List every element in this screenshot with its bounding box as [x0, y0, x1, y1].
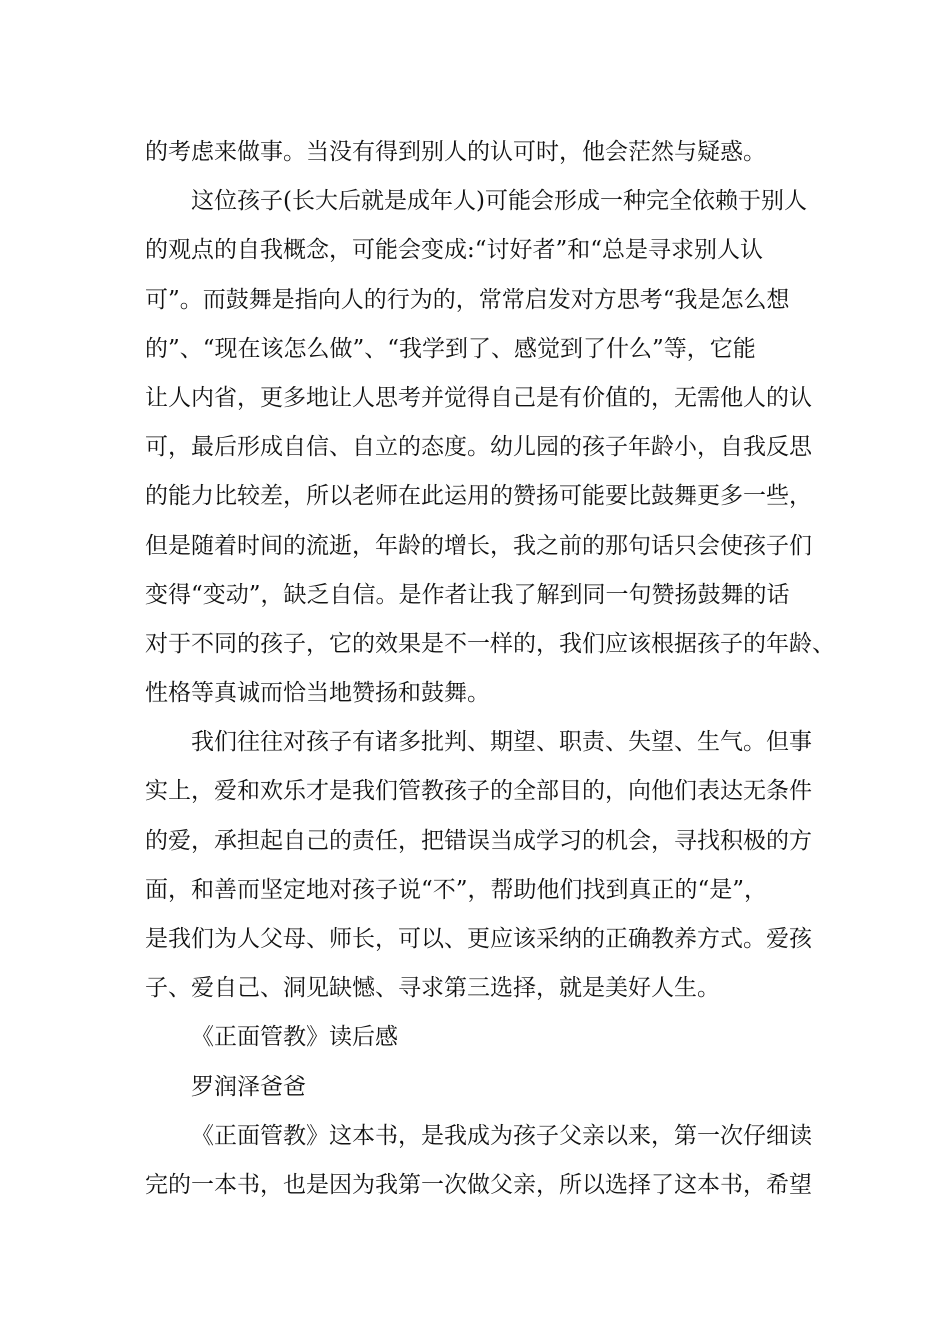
- text-line: 这位孩子(长大后就是成年人)可能会形成一种完全依赖于别人: [191, 188, 807, 215]
- author-line: 罗润泽爸爸: [191, 1073, 306, 1100]
- text-line: 《正面管教》这本书，是我成为孩子父亲以来，第一次仔细读: [191, 1122, 812, 1149]
- text-line: 是我们为人父母、师长，可以、更应该采纳的正确教养方式。爱孩: [145, 926, 812, 952]
- text-line: 面，和善而坚定地对孩子说“不”，帮助他们找到真正的“是”，: [145, 876, 768, 903]
- text-line: 可”。而鼓舞是指向人的行为的，常常启发对方思考“我是怎么想: [145, 286, 790, 313]
- text-line: 变得“变动”，缺乏自信。是作者让我了解到同一句赞扬鼓舞的话: [145, 581, 790, 608]
- text-line: 可，最后形成自信、自立的态度。幼儿园的孩子年龄小，自我反思: [145, 434, 812, 461]
- text-line: 的爱，承担起自己的责任，把错误当成学习的机会，寻找积极的方: [145, 827, 812, 854]
- text-line: 但是随着时间的流逝，年龄的增长，我之前的那句话只会使孩子们: [145, 532, 812, 559]
- text-line: 的观点的自我概念，可能会变成:“讨好者”和“总是寻求别人认: [145, 237, 764, 264]
- text-line: 对于不同的孩子，它的效果是不一样的，我们应该根据孩子的年龄、: [145, 630, 835, 657]
- text-line: 性格等真诚而恰当地赞扬和鼓舞。: [145, 680, 490, 707]
- text-line: 子、爱自己、洞见缺憾、寻求第三选择，就是美好人生。: [145, 975, 720, 1002]
- text-line: 实上，爱和欢乐才是我们管教孩子的全部目的，向他们表达无条件: [145, 778, 812, 805]
- text-line: 的考虑来做事。当没有得到别人的认可时，他会茫然与疑惑。: [145, 139, 766, 165]
- text-line: 的能力比较差，所以老师在此运用的赞扬可能要比鼓舞更多一些，: [145, 483, 812, 510]
- text-line: 我们往往对孩子有诸多批判、期望、职责、失望、生气。但事: [191, 729, 812, 756]
- section-title: 《正面管教》读后感: [191, 1024, 398, 1051]
- text-line: 完的一本书，也是因为我第一次做父亲，所以选择了这本书，希望: [145, 1171, 812, 1198]
- text-line: 让人内省，更多地让人思考并觉得自己是有价值的，无需他人的认: [145, 384, 812, 411]
- text-line: 的”、“现在该怎么做”、“我学到了、感觉到了什么”等，它能: [145, 335, 756, 362]
- body-text: [145, 128, 835, 1210]
